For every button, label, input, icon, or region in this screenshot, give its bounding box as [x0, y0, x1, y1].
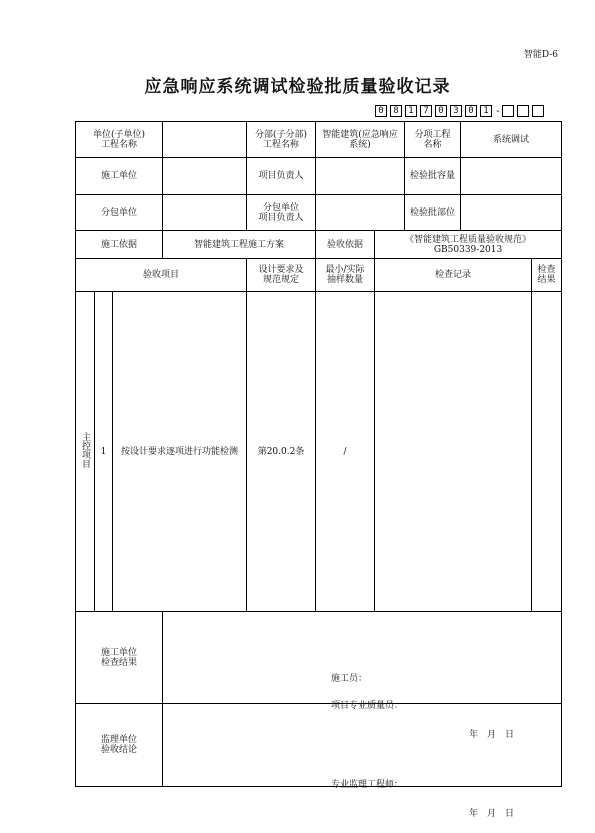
acceptance-basis-value[interactable]: 《智能建筑工程质量验收规范》 GB50339-2013 [375, 231, 562, 259]
column-header-item: 验收项目 [76, 259, 247, 292]
serial-digit[interactable]: 3 [450, 105, 462, 117]
column-header-result: 检查 结果 [532, 259, 562, 292]
subcontractor-value[interactable] [163, 195, 247, 231]
division-name-value[interactable]: 智能建筑(应急响应 系统) [316, 122, 405, 158]
serial-digit[interactable]: 1 [405, 105, 417, 117]
batch-capacity-value[interactable] [461, 158, 562, 195]
division-name-label: 分部(子分部) 工程名称 [247, 122, 316, 158]
subcontractor-label: 分包单位 [76, 195, 163, 231]
serial-blank-box[interactable] [517, 105, 529, 117]
batch-capacity-label: 检验批容量 [405, 158, 461, 195]
row-design: 第20.0.2条 [247, 292, 316, 612]
serial-blank-box[interactable] [502, 105, 514, 117]
column-header-design: 设计要求及 规范规定 [247, 259, 316, 292]
supervisor-check-label: 监理单位 验收结论 [76, 704, 163, 787]
main-control-category-label: 主控项目 [80, 432, 90, 468]
contractor-check-area[interactable] [163, 612, 562, 740]
supervisor-date: 年 月 日 [469, 809, 515, 819]
contractor-label: 施工单位 [76, 158, 163, 195]
inspection-record-table [75, 121, 562, 819]
project-manager-value[interactable] [316, 158, 405, 195]
construction-basis-value[interactable]: 智能建筑工程施工方案 [163, 231, 316, 259]
supervisor-engineer-signature-label: 专业监理工程师： [331, 780, 404, 790]
main-control-category [76, 292, 95, 612]
construction-basis-label: 施工依据 [76, 231, 163, 259]
row-sample[interactable]: / [316, 292, 375, 612]
serial-number-boxes [375, 104, 547, 118]
column-header-record: 检查记录 [375, 259, 532, 292]
row-item: 按设计要求逐项进行功能检测 [113, 292, 247, 612]
sub-pm-value[interactable] [316, 195, 405, 231]
acceptance-basis-label: 验收依据 [316, 231, 375, 259]
row-result[interactable] [532, 292, 562, 612]
unit-name-value[interactable] [163, 122, 247, 158]
row-number: 1 [95, 292, 113, 612]
contractor-check-label: 施工单位 检查结果 [76, 612, 163, 704]
page-title: 应急响应系统调试检验批质量验收记录 [144, 77, 451, 97]
form-code: 智能D-6 [523, 50, 558, 60]
quality-officer-signature-label: 项目专业质量员： [331, 700, 404, 711]
serial-digit[interactable]: 0 [435, 105, 447, 117]
row-record[interactable] [375, 292, 532, 612]
serial-dash: - [496, 105, 500, 117]
serial-digit[interactable]: 8 [390, 105, 402, 117]
sub-pm-label: 分包单位 项目负责人 [247, 195, 316, 231]
batch-part-value[interactable] [461, 195, 562, 231]
serial-digit[interactable]: 0 [465, 105, 477, 117]
subitem-name-label: 分项工程 名称 [405, 122, 461, 158]
column-header-sample: 最小/实际 抽样数量 [316, 259, 375, 292]
serial-digit[interactable]: 0 [375, 105, 387, 117]
inspector-signature-label: 施工员： [331, 673, 368, 684]
serial-digit[interactable]: 1 [480, 105, 492, 117]
serial-blank-box[interactable] [532, 105, 544, 117]
unit-name-label: 单位(子单位) 工程名称 [76, 122, 163, 158]
supervisor-check-area[interactable] [163, 704, 562, 819]
batch-part-label: 检验批部位 [405, 195, 461, 231]
serial-digit[interactable]: 7 [420, 105, 432, 117]
contractor-value[interactable] [163, 158, 247, 195]
project-manager-label: 项目负责人 [247, 158, 316, 195]
table-row [76, 292, 562, 612]
contractor-date: 年 月 日 [469, 729, 515, 740]
subitem-name-value[interactable]: 系统调试 [461, 122, 562, 158]
